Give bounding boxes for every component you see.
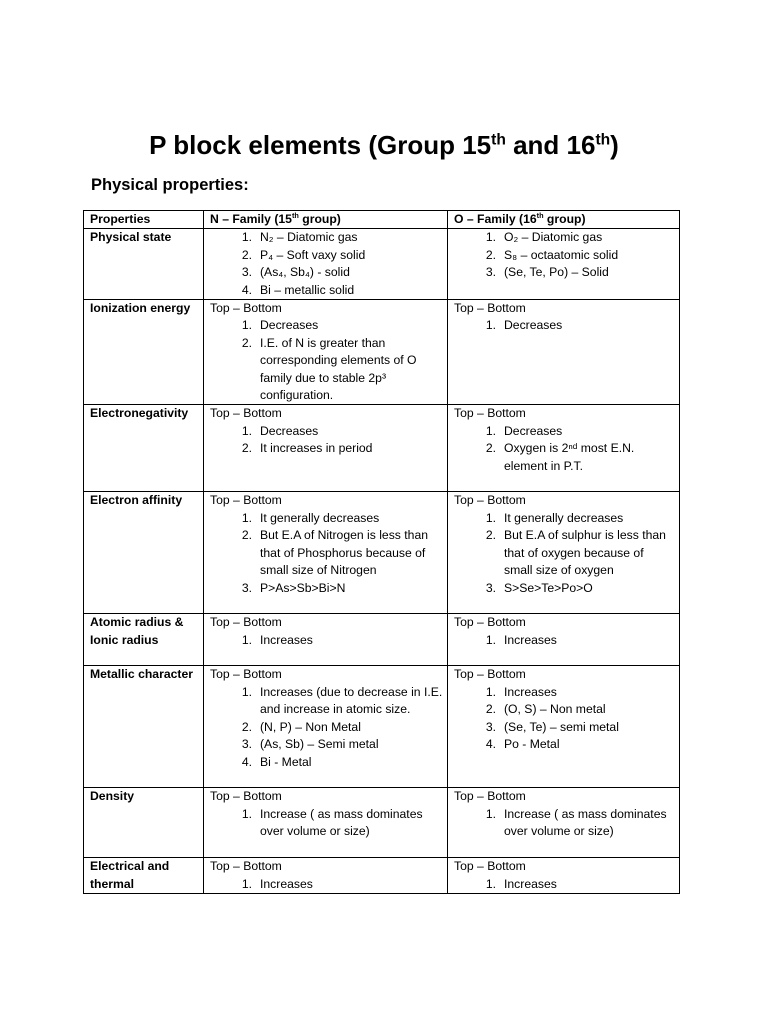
- list-item: [210, 229, 443, 246]
- property-cell: Atomic radius & Ionic radius: [84, 614, 204, 666]
- list-item-text: Increases: [504, 632, 557, 647]
- list-item-number: 1.: [485, 632, 496, 647]
- list-item: [210, 580, 443, 597]
- list-item-number: 2.: [485, 528, 496, 543]
- list-item-text: Decreases: [504, 423, 563, 438]
- header-o-pre: O – Family (16: [454, 212, 537, 226]
- table-row: [84, 229, 680, 300]
- list-item-text: P>As>Sb>Bi>N: [260, 580, 346, 595]
- cell-trend-heading: Top – Bottom: [210, 493, 282, 508]
- list-item-text: Po - Metal: [504, 737, 560, 752]
- o-family-cell: [448, 300, 680, 405]
- o-family-cell: [448, 229, 680, 300]
- property-cell: Metallic character: [84, 666, 204, 788]
- property-cell: Electrical and thermal: [84, 858, 204, 894]
- list-item-number: 3.: [485, 580, 496, 595]
- list-item-text: N₂ – Diatomic gas: [260, 230, 358, 245]
- numbered-list: [454, 423, 675, 475]
- list-item: [210, 510, 443, 527]
- list-item-text: But E.A of sulphur is less than that of oxygen because of small size of oxygen: [504, 528, 666, 578]
- list-item-number: 3.: [241, 265, 252, 280]
- header-o-sup: th: [536, 210, 544, 220]
- list-item-number: 3.: [241, 580, 252, 595]
- title-end: ): [610, 130, 619, 160]
- o-family-cell: [448, 666, 680, 788]
- table-row: [84, 614, 680, 666]
- property-cell: Physical state: [84, 229, 204, 300]
- numbered-list: [454, 684, 675, 754]
- list-item-text: Increase ( as mass dominates over volume or size): [260, 806, 423, 839]
- list-item-number: 4.: [241, 754, 252, 769]
- list-item-number: 1.: [241, 423, 252, 438]
- list-item-number: 2.: [241, 335, 252, 350]
- list-item: [210, 876, 443, 893]
- list-item-text: Decreases: [260, 423, 319, 438]
- numbered-list: [454, 806, 675, 841]
- list-item: [454, 580, 675, 597]
- table-body: [84, 229, 680, 894]
- list-item-text: S₈ – octaatomic solid: [504, 247, 619, 262]
- list-item: [454, 264, 675, 281]
- list-item-number: 3.: [485, 265, 496, 280]
- list-item-number: 3.: [485, 719, 496, 734]
- list-item-text: But E.A of Nitrogen is less than that of Phosphorus because of small size of Nitrogen: [260, 528, 429, 578]
- header-o-family: [448, 211, 680, 229]
- n-family-cell: [204, 614, 448, 666]
- numbered-list: [210, 806, 443, 841]
- cell-trend-heading: Top – Bottom: [210, 615, 282, 630]
- list-item: [454, 701, 675, 718]
- cell-trend-heading: Top – Bottom: [454, 406, 526, 421]
- list-item-text: Increases (due to decrease in I.E. and increase in atomic size.: [260, 684, 443, 717]
- list-item-text: (As₄, Sb₄) - solid: [260, 265, 350, 280]
- list-item: [454, 684, 675, 701]
- list-item: [454, 736, 675, 753]
- list-item-number: 1.: [241, 806, 252, 821]
- properties-table: [83, 210, 680, 894]
- o-family-cell: [448, 492, 680, 614]
- list-item: [454, 806, 675, 841]
- list-item-text: (Se, Te) – semi metal: [504, 719, 619, 734]
- list-item: [210, 632, 443, 649]
- n-family-cell: [204, 300, 448, 405]
- list-item: [210, 684, 443, 719]
- list-item-text: (Se, Te, Po) – Solid: [504, 265, 609, 280]
- list-item: [454, 317, 675, 334]
- list-item-text: It increases in period: [260, 441, 373, 456]
- section-heading: Physical properties:: [91, 176, 249, 194]
- cell-trend-heading: Top – Bottom: [454, 667, 526, 682]
- header-n-family: [204, 211, 448, 229]
- title-main: P block elements (Group 15: [149, 130, 492, 160]
- list-item: [210, 440, 443, 457]
- header-properties: Properties: [84, 211, 204, 229]
- list-item: [210, 806, 443, 841]
- header-o-post: group): [543, 212, 586, 226]
- list-item-text: It generally decreases: [504, 510, 624, 525]
- list-item-text: Oxygen is 2ⁿᵈ most E.N. element in P.T.: [504, 441, 635, 473]
- n-family-cell: [204, 666, 448, 788]
- list-item-text: S>Se>Te>Po>O: [504, 580, 593, 595]
- cell-trend-heading: Top – Bottom: [210, 667, 282, 682]
- list-item: [454, 510, 675, 527]
- list-item-number: 1.: [485, 684, 496, 699]
- table-row: [84, 300, 680, 405]
- list-item-text: Decreases: [504, 318, 563, 333]
- property-cell: Electronegativity: [84, 405, 204, 492]
- numbered-list: [210, 510, 443, 597]
- list-item: [454, 719, 675, 736]
- list-item-text: I.E. of N is greater than corresponding elements of O family due to stable 2p³ configuration.: [260, 335, 417, 403]
- list-item-text: (N, P) – Non Metal: [260, 719, 361, 734]
- list-item-text: It generally decreases: [260, 510, 380, 525]
- numbered-list: [210, 229, 443, 299]
- n-family-cell: [204, 858, 448, 894]
- property-cell: Ionization energy: [84, 300, 204, 405]
- o-family-cell: [448, 788, 680, 858]
- numbered-list: [210, 684, 443, 771]
- list-item-number: 1.: [241, 318, 252, 333]
- header-n-pre: N – Family (15: [210, 212, 292, 226]
- list-item-text: P₄ – Soft vaxy solid: [260, 247, 366, 262]
- cell-trend-heading: Top – Bottom: [210, 859, 282, 874]
- list-item: [210, 335, 443, 405]
- list-item: [454, 632, 675, 649]
- list-item-text: (As, Sb) – Semi metal: [260, 737, 379, 752]
- list-item-number: 2.: [485, 441, 496, 456]
- list-item-number: 4.: [241, 282, 252, 297]
- list-item: [454, 423, 675, 440]
- numbered-list: [454, 632, 675, 649]
- title-sup-1: th: [491, 131, 506, 149]
- list-item-number: 1.: [485, 230, 496, 245]
- list-item: [454, 876, 675, 893]
- list-item-number: 1.: [241, 876, 252, 891]
- list-item: [210, 317, 443, 334]
- cell-trend-heading: Top – Bottom: [210, 789, 282, 804]
- list-item: [210, 754, 443, 771]
- list-item-number: 3.: [241, 737, 252, 752]
- numbered-list: [454, 876, 675, 893]
- list-item-number: 4.: [485, 737, 496, 752]
- list-item-number: 2.: [241, 441, 252, 456]
- list-item-number: 1.: [485, 423, 496, 438]
- property-cell: Density: [84, 788, 204, 858]
- header-row: [84, 211, 680, 229]
- table-row: [84, 788, 680, 858]
- list-item: [454, 440, 675, 475]
- title-mid: and 16: [505, 130, 596, 160]
- cell-trend-heading: Top – Bottom: [454, 493, 526, 508]
- list-item-number: 1.: [485, 806, 496, 821]
- table-row: [84, 492, 680, 614]
- o-family-cell: [448, 614, 680, 666]
- header-n-post: group): [298, 212, 341, 226]
- n-family-cell: [204, 492, 448, 614]
- list-item-text: Bi - Metal: [260, 754, 312, 769]
- list-item-number: 1.: [485, 318, 496, 333]
- list-item: [210, 264, 443, 281]
- title-sup-2: th: [595, 131, 611, 149]
- list-item-number: 1.: [485, 510, 496, 525]
- list-item-text: (O, S) – Non metal: [504, 702, 606, 717]
- property-cell: Electron affinity: [84, 492, 204, 614]
- list-item-number: 2.: [241, 528, 252, 543]
- list-item-text: Increase ( as mass dominates over volume or size): [504, 806, 667, 839]
- numbered-list: [454, 317, 675, 334]
- list-item-text: Increases: [504, 684, 557, 699]
- list-item-number: 2.: [485, 247, 496, 262]
- cell-trend-heading: Top – Bottom: [454, 789, 526, 804]
- list-item-text: Decreases: [260, 318, 319, 333]
- list-item: [210, 527, 443, 579]
- list-item-number: 2.: [241, 247, 252, 262]
- table-row: [84, 858, 680, 894]
- numbered-list: [454, 510, 675, 597]
- list-item: [210, 247, 443, 264]
- numbered-list: [210, 317, 443, 404]
- cell-trend-heading: Top – Bottom: [454, 615, 526, 630]
- o-family-cell: [448, 405, 680, 492]
- list-item: [454, 527, 675, 579]
- cell-trend-heading: Top – Bottom: [210, 406, 282, 421]
- list-item-number: 1.: [241, 230, 252, 245]
- list-item-text: Bi – metallic solid: [260, 282, 355, 297]
- n-family-cell: [204, 229, 448, 300]
- page-title: [0, 126, 768, 164]
- list-item-text: Increases: [260, 632, 313, 647]
- list-item-text: Increases: [260, 876, 313, 891]
- list-item: [454, 247, 675, 264]
- cell-trend-heading: Top – Bottom: [454, 859, 526, 874]
- n-family-cell: [204, 788, 448, 858]
- list-item: [210, 282, 443, 299]
- table-row: [84, 405, 680, 492]
- table-row: [84, 666, 680, 788]
- header-n-sup: th: [291, 210, 299, 220]
- list-item: [210, 736, 443, 753]
- numbered-list: [210, 876, 443, 893]
- list-item-number: 1.: [241, 510, 252, 525]
- list-item: [454, 229, 675, 246]
- list-item-number: 2.: [485, 702, 496, 717]
- cell-trend-heading: Top – Bottom: [210, 301, 282, 316]
- numbered-list: [454, 229, 675, 281]
- numbered-list: [210, 632, 443, 649]
- n-family-cell: [204, 405, 448, 492]
- list-item-number: 1.: [485, 876, 496, 891]
- numbered-list: [210, 423, 443, 458]
- cell-trend-heading: Top – Bottom: [454, 301, 526, 316]
- list-item-text: Increases: [504, 876, 557, 891]
- list-item-number: 1.: [241, 684, 252, 699]
- list-item: [210, 719, 443, 736]
- list-item-text: O₂ – Diatomic gas: [504, 230, 603, 245]
- list-item: [210, 423, 443, 440]
- o-family-cell: [448, 858, 680, 894]
- list-item-number: 1.: [241, 632, 252, 647]
- list-item-number: 2.: [241, 719, 252, 734]
